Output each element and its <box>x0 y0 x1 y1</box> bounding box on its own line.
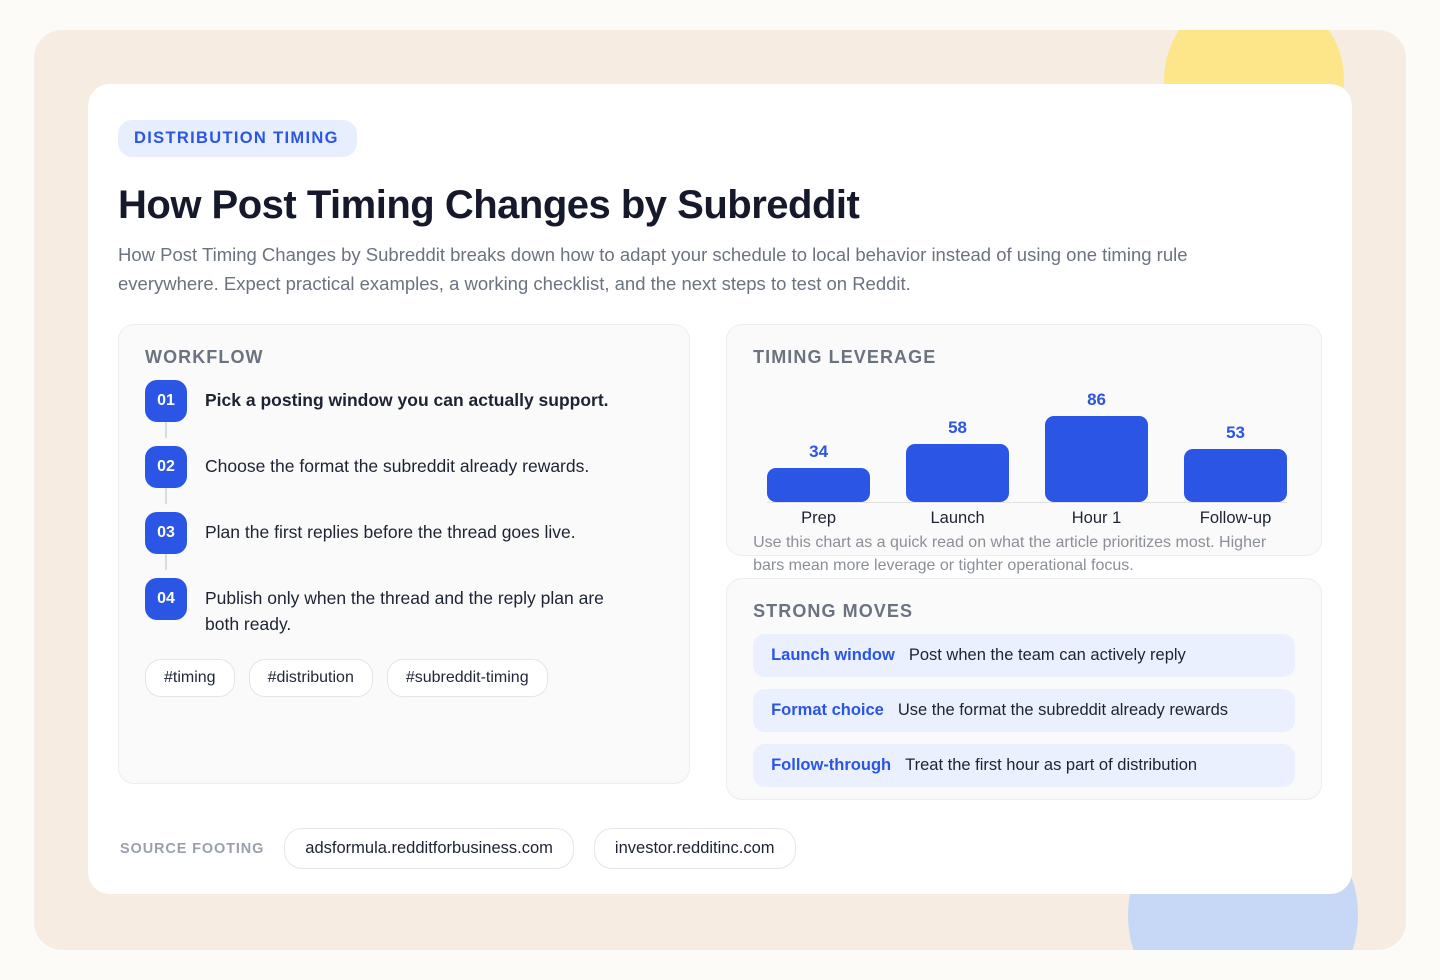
bar-hour-1 <box>1045 416 1148 502</box>
workflow-panel <box>118 324 690 784</box>
strong-moves-heading: STRONG MOVES <box>753 601 914 622</box>
bar-value-label: 34 <box>809 442 829 462</box>
chart-category-labels <box>767 509 1287 528</box>
workflow-steps <box>145 380 663 645</box>
step-number: 04 <box>145 578 187 620</box>
page-subtitle: How Post Timing Changes by Subreddit breaks down how to adapt your schedule to local behavior instead of using one timing rule everywhere. Expect practical examples, a working checklist, and the next steps to test on Reddit. <box>118 244 1188 294</box>
move-key: Follow-through <box>771 756 892 775</box>
chart-bar-column <box>1045 390 1148 502</box>
category-label: Follow-up <box>1199 509 1272 528</box>
bar-value-label: 53 <box>1226 423 1245 443</box>
step-text: Choose the format the subreddit already rewards. <box>205 456 590 477</box>
workflow-step <box>145 578 663 645</box>
category-label: Prep <box>801 509 836 528</box>
content-columns <box>118 324 1322 800</box>
bar-chart <box>753 380 1295 530</box>
step-connector <box>165 422 167 438</box>
move-value: Treat the first hour as part of distribution <box>905 756 1198 775</box>
content-card <box>88 84 1352 894</box>
bar-launch <box>906 444 1009 502</box>
step-number: 03 <box>145 512 187 554</box>
chart-axis-line <box>767 502 1287 503</box>
right-column <box>726 324 1322 800</box>
bar-value-label: 86 <box>1087 390 1106 410</box>
move-key: Launch window <box>771 646 895 665</box>
chart-bars <box>767 380 1287 502</box>
bar-value-label: 58 <box>948 418 968 438</box>
step-number: 01 <box>145 380 187 422</box>
tag-chip[interactable]: #timing <box>145 659 235 697</box>
category-label: Hour 1 <box>1071 509 1122 528</box>
source-link[interactable]: investor.redditinc.com <box>594 828 796 869</box>
move-row <box>753 689 1295 732</box>
bar-follow-up <box>1184 449 1287 502</box>
workflow-step <box>145 380 663 446</box>
bar-prep <box>767 468 870 502</box>
category-badge: DISTRIBUTION TIMING <box>118 120 357 157</box>
step-text: Pick a posting window you can actually support. <box>205 390 609 411</box>
source-footing <box>118 828 1322 869</box>
tag-chip[interactable]: #subreddit-timing <box>387 659 548 697</box>
move-key: Format choice <box>771 701 884 720</box>
move-row <box>753 634 1295 677</box>
workflow-step <box>145 446 663 512</box>
move-row <box>753 744 1295 787</box>
left-column <box>118 324 690 800</box>
chart-bar-column <box>1184 423 1287 502</box>
chart-bar-column <box>906 418 1009 502</box>
move-value: Post when the team can actively reply <box>908 646 1186 665</box>
move-value: Use the format the subreddit already rewards <box>897 701 1229 720</box>
source-footing-label: SOURCE FOOTING <box>120 840 265 857</box>
chart-note: Use this chart as a quick read on what the article prioritizes most. Higher bars mean more leverage or tighter operational focus. <box>753 534 1267 574</box>
tag-chip[interactable]: #distribution <box>249 659 373 697</box>
chart-bar-column <box>767 442 870 502</box>
chart-heading: TIMING LEVERAGE <box>753 347 937 368</box>
timing-leverage-panel <box>726 324 1322 574</box>
page-title: How Post Timing Changes by Subreddit <box>118 183 860 227</box>
step-text: Plan the first replies before the thread goes live. <box>205 522 576 543</box>
step-text: Publish only when the thread and the reply plan are both ready. <box>205 588 604 634</box>
source-link[interactable]: adsformula.redditforbusiness.com <box>284 828 574 869</box>
workflow-heading: WORKFLOW <box>145 347 264 368</box>
step-connector <box>165 554 167 570</box>
category-label: Launch <box>930 509 985 528</box>
step-connector <box>165 488 167 504</box>
workflow-step <box>145 512 663 578</box>
tag-list <box>145 659 663 697</box>
step-number: 02 <box>145 446 187 488</box>
strong-moves-panel <box>726 578 1322 800</box>
